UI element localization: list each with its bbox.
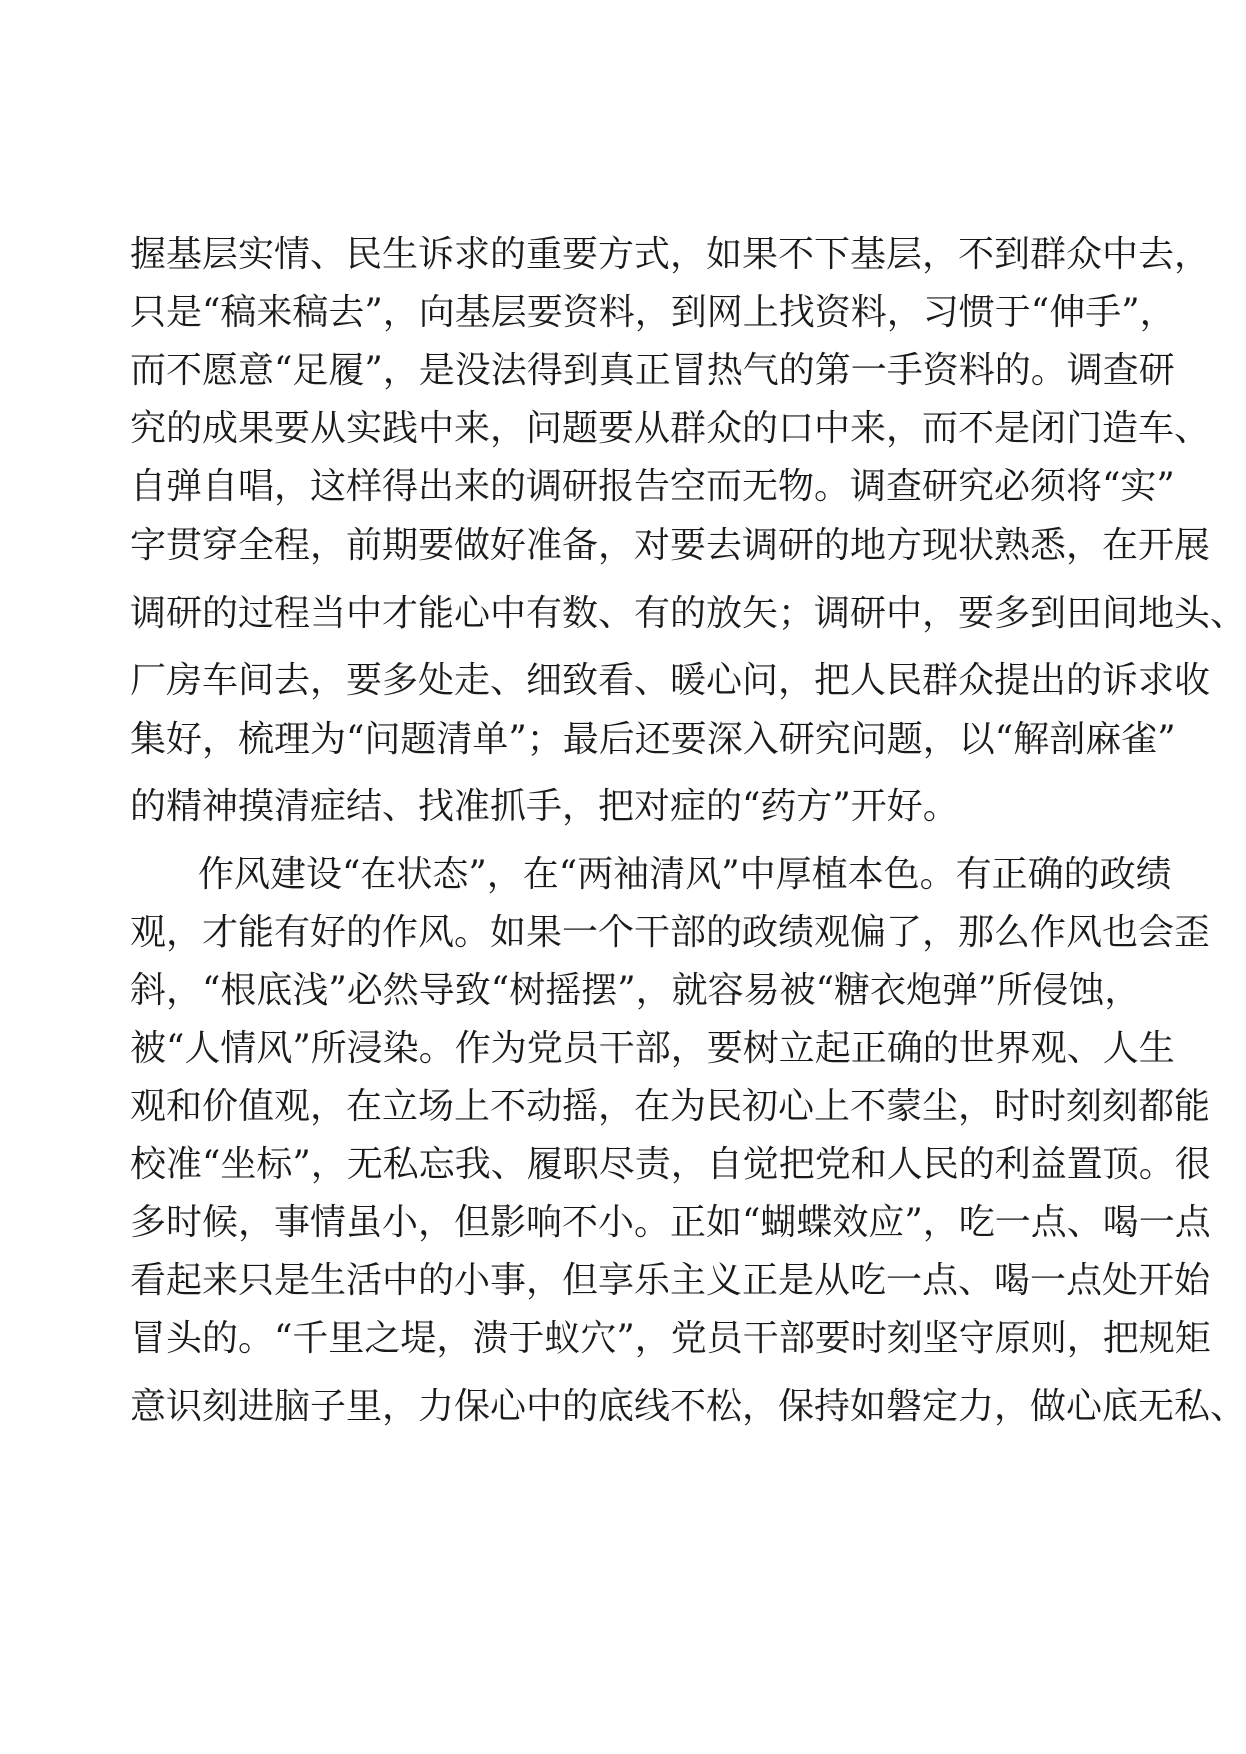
text-line: 看起来只是生活中的小事，但享乐主义正是从吃一点、喝一点处开始	[130, 1260, 1211, 1301]
text-line: 集好，梳理为“问题清单”；最后还要深入研究问题，以“解剖麻雀”	[130, 719, 1176, 760]
text-line: 厂房车间去，要多处走、细致看、暖心问，把人民群众提出的诉求收	[130, 660, 1211, 701]
text-line: 被“人情风”所浸染。作为党员干部，要树立起正确的世界观、人生	[130, 1028, 1175, 1069]
text-line: 自弹自唱，这样得出来的调研报告空而无物。调查研究必须将“实”	[130, 466, 1175, 507]
text-line: 的精神摸清症结、找准抓手，把对症的“药方”开好。	[130, 786, 959, 827]
text-line: 调研的过程当中才能心中有数、有的放矢；调研中，要多到田间地头、	[130, 593, 1246, 634]
text-line: 校准“坐标”，无私忘我、履职尽责，自觉把党和人民的利益置顶。很	[130, 1144, 1211, 1185]
text-line: 冒头的。“千里之堤，溃于蚁穴”，党员干部要时刻坚守原则，把规矩	[130, 1318, 1211, 1359]
text-line: 斜，“根底浅”必然导致“树摇摆”，就容易被“糖衣炮弹”所侵蚀，	[130, 970, 1141, 1011]
text-line: 多时候，事情虽小，但影响不小。正如“蝴蝶效应”，吃一点、喝一点	[130, 1202, 1211, 1243]
text-line: 只是“稿来稿去”，向基层要资料，到网上找资料，习惯于“伸手”，	[130, 292, 1176, 333]
text-line: 观，才能有好的作风。如果一个干部的政绩观偏了，那么作风也会歪	[130, 912, 1211, 953]
text-line: 意识刻进脑子里，力保心中的底线不松，保持如磐定力，做心底无私、	[130, 1386, 1246, 1427]
text-line: 握基层实情、民生诉求的重要方式，如果不下基层，不到群众中去，	[130, 234, 1211, 275]
paragraph-first-line: 作风建设“在状态”，在“两袖清风”中厚植本色。有正确的政绩	[198, 854, 1172, 895]
text-line: 而不愿意“足履”，是没法得到真正冒热气的第一手资料的。调查研	[130, 350, 1175, 391]
text-line: 究的成果要从实践中来，问题要从群众的口中来，而不是闭门造车、	[130, 408, 1211, 449]
text-line: 字贯穿全程，前期要做好准备，对要去调研的地方现状熟悉，在开展	[130, 525, 1211, 566]
text-line: 观和价值观，在立场上不动摇，在为民初心上不蒙尘，时时刻刻都能	[130, 1086, 1211, 1127]
